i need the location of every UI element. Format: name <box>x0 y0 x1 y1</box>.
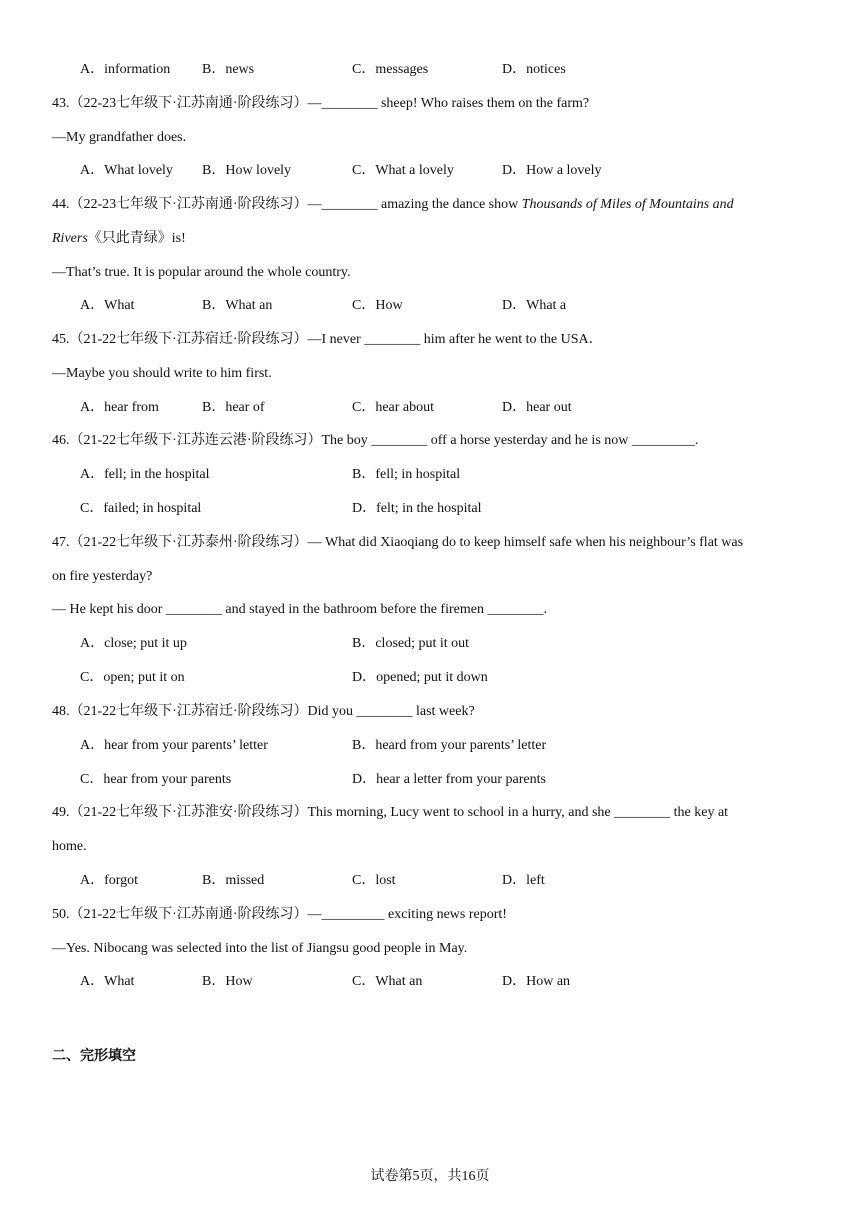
q44-stem-line2 <box>52 229 186 249</box>
q43-option-b: B．How lovely <box>202 163 292 178</box>
q46-options-row2 <box>80 499 820 519</box>
q49-option-c: C．lost <box>352 873 396 888</box>
q43-option-d: D．How a lovely <box>502 163 602 178</box>
q48-stem: 48.（21-22七年级下·江苏宿迁·阶段练习）Did you ________ last week? <box>52 704 475 719</box>
q45-reply: —Maybe you should write to him first. <box>52 366 272 381</box>
q45-options <box>80 398 820 418</box>
q48-options-row2 <box>80 770 820 790</box>
q46-stem: 46.（21-22七年级下·江苏连云港·阶段练习）The boy ________ off a horse yesterday and he is now _________. <box>52 433 699 448</box>
q47-options-row2 <box>80 668 820 688</box>
q42-options <box>80 60 820 80</box>
q49-stem-line1: 49.（21-22七年级下·江苏淮安·阶段练习）This morning, Lucy went to school in a hurry, and she ________ the key at <box>52 805 729 820</box>
q47-option-a: A．close; put it up <box>80 636 187 651</box>
q47-option-b: B．closed; put it out <box>352 636 470 651</box>
q44-option-a: A．What <box>80 298 135 313</box>
q47-option-c: C．open; put it on <box>80 670 185 685</box>
q47-stem-line2: on fire yesterday? <box>52 569 153 584</box>
q48-options-row1 <box>80 736 820 756</box>
q42-option-d: D．notices <box>502 62 566 77</box>
q50-option-d: D．How an <box>502 974 571 989</box>
q50-option-c: C．What an <box>352 974 423 989</box>
q45-stem: 45.（21-22七年级下·江苏宿迁·阶段练习）—I never ________ him after he went to the USA． <box>52 332 603 347</box>
q49-option-b: B．missed <box>202 873 265 888</box>
page-footer: 试卷第5页，共16页 <box>370 1169 490 1184</box>
q48-option-a: A．hear from your parents’ letter <box>80 738 268 753</box>
q43-stem: 43.（22-23七年级下·江苏南通·阶段练习）—________ sheep! Who raises them on the farm? <box>52 96 590 111</box>
q44-option-d: D．What a <box>502 298 567 313</box>
q49-stem-line2: home. <box>52 839 87 854</box>
q47-options-row1 <box>80 634 820 654</box>
q46-option-b: B．fell; in hospital <box>352 467 461 482</box>
q44-stem-title-2: Rivers <box>52 231 88 246</box>
q48-option-b: B．heard from your parents’ letter <box>352 738 547 753</box>
q44-option-b: B．What an <box>202 298 273 313</box>
q45-option-a: A．hear from <box>80 400 159 415</box>
q44-reply: —That’s true. It is popular around the whole country. <box>52 265 351 280</box>
q50-options <box>80 972 820 992</box>
q50-option-a: A．What <box>80 974 135 989</box>
q50-option-b: B．How <box>202 974 253 989</box>
q42-option-a: A．information <box>80 62 171 77</box>
q49-options <box>80 871 820 891</box>
q50-reply: —Yes. Nibocang was selected into the list of Jiangsu good people in May. <box>52 941 468 956</box>
q45-option-c: C．hear about <box>352 400 435 415</box>
q49-option-d: D．left <box>502 873 545 888</box>
q47-option-d: D．opened; put it down <box>352 670 488 685</box>
q45-option-b: B．hear of <box>202 400 265 415</box>
q43-option-a: A．What lovely <box>80 163 173 178</box>
section-title: 二、完形填空 <box>52 1048 136 1064</box>
q44-options <box>80 296 820 316</box>
q46-option-a: A．fell; in the hospital <box>80 467 210 482</box>
q43-option-c: C．What a lovely <box>352 163 454 178</box>
q44-stem-title-1: Thousands of Miles of Mountains and <box>521 197 734 212</box>
q44-option-c: C．How <box>352 298 403 313</box>
q42-option-c: C．messages <box>352 62 429 77</box>
q48-option-c: C．hear from your parents <box>80 772 232 787</box>
q46-options-row1 <box>80 465 820 485</box>
q45-option-d: D．hear out <box>502 400 572 415</box>
q46-option-c: C．failed; in hospital <box>80 501 202 516</box>
q43-reply: —My grandfather does. <box>52 130 187 145</box>
q43-options <box>80 161 820 181</box>
q49-option-a: A．forgot <box>80 873 139 888</box>
q47-reply: — He kept his door ________ and stayed in the bathroom before the firemen ________. <box>52 602 547 617</box>
q44-stem-line1 <box>52 195 734 215</box>
q50-stem: 50.（21-22七年级下·江苏南通·阶段练习）—_________ exciting news report! <box>52 907 507 922</box>
q48-option-d: D．hear a letter from your parents <box>352 772 546 787</box>
q44-stem-after: 《只此青绿》is! <box>87 231 186 246</box>
q46-option-d: D．felt; in the hospital <box>352 501 482 516</box>
q47-stem-line1: 47.（21-22七年级下·江苏泰州·阶段练习）— What did Xiaoqiang do to keep himself safe when his neighbour’s flat was <box>52 535 744 550</box>
q44-stem-before: 44.（22-23七年级下·江苏南通·阶段练习）—________ amazing the dance show <box>52 197 522 212</box>
q42-option-b: B．news <box>202 62 255 77</box>
